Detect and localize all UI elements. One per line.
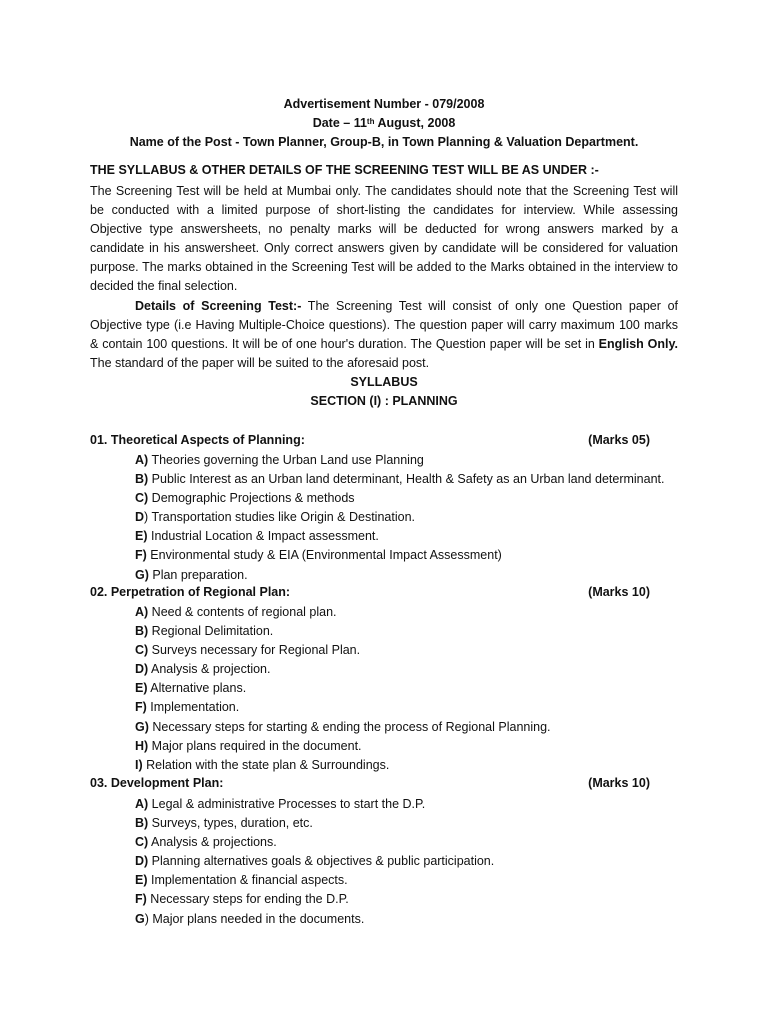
- list-item: F) Environmental study & EIA (Environmental Impact Assessment): [135, 548, 502, 563]
- list-item: C) Surveys necessary for Regional Plan.: [135, 643, 361, 658]
- section-title-01: 01. Theoretical Aspects of Planning:: [90, 433, 305, 447]
- list-item: C) Demographic Projections & methods: [135, 491, 355, 506]
- list-item: B) Public Interest as an Urban land determinant, Health & Safety as an Urban land determinant.: [135, 472, 665, 487]
- section-items-03: [135, 795, 494, 929]
- advertisement-number: Advertisement Number - 079/2008: [283, 97, 485, 111]
- list-item: F) Necessary steps for ending the D.P.: [135, 892, 349, 907]
- section-items-02: [135, 603, 551, 775]
- list-item: I) Relation with the state plan & Surroundings.: [135, 757, 390, 772]
- list-item: H) Major plans required in the document.: [135, 738, 362, 753]
- details-paragraph: Details of Screening Test:- The Screening Test will consist of only one Question paper of Objective type (i.e Having Multiple-Choice questions). The question paper will carry maximum 100 marks & contain 100 questions. It will be of one hour's duration. The Question paper will be set in English Only. The standard of the paper will be suited to the aforesaid post.: [90, 299, 678, 370]
- list-item: B) Regional Delimitation.: [135, 624, 274, 639]
- list-item: G) Necessary steps for starting & ending the process of Regional Planning.: [135, 719, 551, 734]
- list-item: E) Alternative plans.: [135, 681, 247, 696]
- list-item: C) Analysis & projections.: [135, 835, 277, 850]
- list-item: A) Legal & administrative Processes to start the D.P.: [135, 797, 426, 811]
- section-title-02: 02. Perpetration of Regional Plan:: [90, 585, 291, 599]
- details-label: Details of Screening Test:-: [135, 299, 302, 313]
- syllabus-title: SYLLABUS: [350, 375, 418, 389]
- section-title-03: 03. Development Plan:: [90, 776, 224, 790]
- advertisement-date: Date – 11th August, 2008: [312, 116, 456, 130]
- list-item: E) Implementation & financial aspects.: [135, 873, 348, 888]
- english-only: English Only.: [598, 337, 678, 351]
- list-item: G) Major plans needed in the documents.: [135, 911, 365, 926]
- syllabus-heading: THE SYLLABUS & OTHER DETAILS OF THE SCREENING TEST WILL BE AS UNDER :-: [90, 163, 599, 177]
- list-item: A) Theories governing the Urban Land use Planning: [135, 453, 424, 467]
- list-item: F) Implementation.: [135, 700, 240, 715]
- section-heading: [90, 585, 650, 599]
- section-heading: [90, 776, 650, 790]
- section-heading: [90, 433, 650, 447]
- list-item: B) Surveys, types, duration, etc.: [135, 816, 313, 831]
- intro-paragraph: The Screening Test will be held at Mumbai only. The candidates should note that the Screening Test will be conducted with a limited purpose of short-listing the candidates for interview. While assessing Objective type answersheets, no penalty marks will be deducted for wrong answers marked by a candidate in his answersheet. Only correct answers given by candidate will be considered for valuation purpose. The marks obtained in the Screening Test will be added to the Marks obtained in the interview to decided the final selection.: [90, 184, 678, 293]
- section-marks-02: (Marks 10): [588, 585, 650, 599]
- section-title: SECTION (I) : PLANNING: [310, 394, 458, 408]
- list-item: G) Plan preparation.: [135, 567, 248, 582]
- section-items-01: [135, 451, 664, 585]
- list-item: D) Analysis & projection.: [135, 662, 271, 677]
- list-item: D) Planning alternatives goals & objectives & public participation.: [135, 854, 495, 869]
- post-name: Name of the Post - Town Planner, Group-B, in Town Planning & Valuation Department.: [129, 135, 639, 149]
- section-marks-03: (Marks 10): [588, 776, 650, 790]
- section-marks-01: (Marks 05): [588, 433, 650, 447]
- list-item: E) Industrial Location & Impact assessment.: [135, 529, 379, 544]
- document-header: [0, 95, 768, 152]
- list-item: D) Transportation studies like Origin & Destination.: [135, 510, 415, 525]
- list-item: A) Need & contents of regional plan.: [135, 605, 337, 619]
